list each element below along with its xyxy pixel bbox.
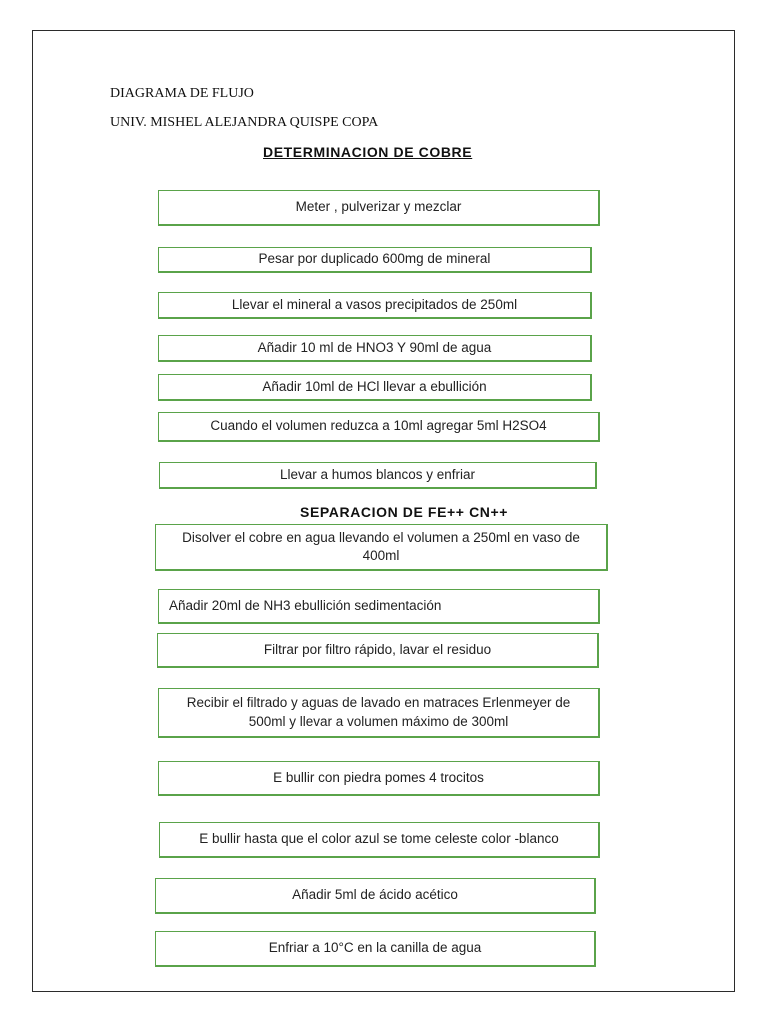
step-box: Cuando el volumen reduzca a 10ml agregar 5ml H2SO4 — [158, 412, 600, 442]
step-box: E bullir con piedra pomes 4 trocitos — [158, 761, 600, 796]
step-box: Disolver el cobre en agua llevando el volumen a 250ml en vaso de 400ml — [155, 524, 608, 571]
step-box: E bullir hasta que el color azul se tome celeste color -blanco — [159, 822, 600, 858]
document-type-label: DIAGRAMA DE FLUJO — [110, 86, 254, 101]
step-box: Enfriar a 10°C en la canilla de agua — [155, 931, 596, 967]
section-title: SEPARACION DE FE++ CN++ — [300, 504, 509, 520]
step-box: Añadir 20ml de NH3 ebullición sedimentación — [158, 589, 600, 624]
step-box: Recibir el filtrado y aguas de lavado en matraces Erlenmeyer de 500ml y llevar a volumen máximo de 300ml — [158, 688, 600, 738]
step-box: Añadir 10ml de HCl llevar a ebullición — [158, 374, 592, 401]
step-box: Llevar el mineral a vasos precipitados de 250ml — [158, 292, 592, 319]
step-box: Llevar a humos blancos y enfriar — [159, 462, 597, 489]
step-box: Filtrar por filtro rápido, lavar el residuo — [157, 633, 599, 668]
step-box: Añadir 10 ml de HNO3 Y 90ml de agua — [158, 335, 592, 362]
document-title: DETERMINACION DE COBRE — [263, 144, 473, 160]
author-label: UNIV. MISHEL ALEJANDRA QUISPE COPA — [110, 115, 379, 130]
step-box: Pesar por duplicado 600mg de mineral — [158, 247, 592, 273]
step-box: Meter , pulverizar y mezclar — [158, 190, 600, 226]
step-box: Añadir 5ml de ácido acético — [155, 878, 596, 914]
